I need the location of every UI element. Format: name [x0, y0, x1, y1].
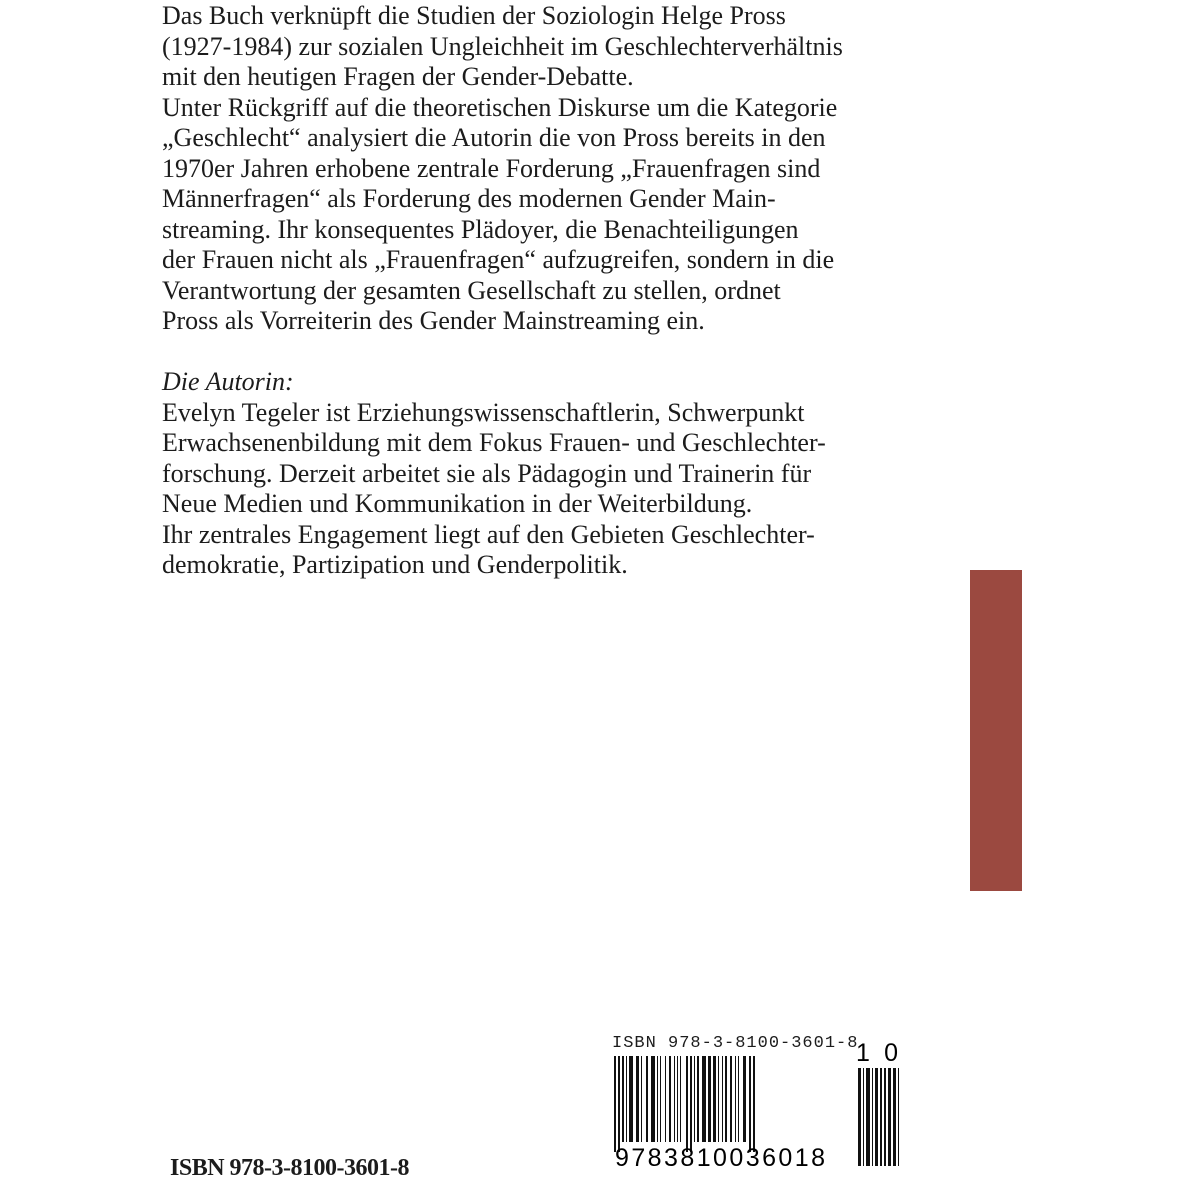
author-line: Erwachsenenbildung mit dem Fokus Frauen- und Geschlechter- — [162, 428, 826, 457]
barcode-bar — [694, 1056, 695, 1142]
blurb-line: „Geschlecht“ analysiert die Autorin die von Pross bereits in den — [162, 123, 826, 152]
barcode-bar — [614, 1056, 616, 1152]
barcode-bar — [749, 1056, 751, 1152]
barcode-isbn-label: ISBN 978-3-8100-3601-8 — [612, 1034, 859, 1053]
author-line: Ihr zentrales Engagement liegt auf den Gebieten Geschlechter- — [162, 519, 815, 549]
blurb-line: der Frauen nicht als „Frauenfragen“ aufzugreifen, sondern in die — [162, 245, 835, 274]
blurb-line: Unter Rückgriff auf die theoretischen Diskurse um die Kategorie — [162, 92, 838, 122]
barcode-bar — [680, 1056, 681, 1142]
barcode-bar — [743, 1056, 746, 1142]
isbn-barcode — [600, 1032, 920, 1172]
blurb-text — [162, 1, 952, 337]
barcode-bar — [738, 1056, 739, 1142]
barcode-bar — [725, 1056, 727, 1142]
barcode-main-digits: 9783810036018 — [615, 1144, 825, 1172]
barcode-bar — [660, 1056, 661, 1142]
blurb-line: Verantwortung der gesamten Gesellschaft zu stellen, ordnet — [162, 275, 781, 305]
author-line: Evelyn Tegeler ist Erziehungswissenschaftlerin, Schwerpunkt — [162, 397, 805, 427]
barcode-bar — [702, 1056, 706, 1142]
barcode-bar — [735, 1056, 736, 1142]
barcode-bar — [622, 1056, 624, 1142]
barcode-bar — [626, 1056, 627, 1142]
barcode-bar — [677, 1056, 678, 1142]
barcode-bar — [713, 1056, 716, 1142]
blurb-line: mit den heutigen Fragen der Gender-Debatte. — [162, 62, 634, 91]
barcode-bar — [888, 1068, 891, 1166]
author-bio — [162, 367, 952, 581]
barcode-addon-bars — [858, 1068, 899, 1166]
barcode-bar — [875, 1068, 878, 1166]
blurb-line: streaming. Ihr konsequentes Plädoyer, die Benachteiligungen — [162, 214, 799, 244]
barcode-main-bars — [614, 1056, 755, 1152]
barcode-bar — [753, 1056, 755, 1152]
author-line: demokratie, Partizipation und Genderpolitik. — [162, 550, 628, 579]
blurb-line: Das Buch verknüpft die Studien der Soziologin Helge Pross — [162, 1, 786, 30]
barcode-bar — [863, 1068, 864, 1166]
blurb-line: Pross als Vorreiterin des Gender Mainstreaming ein. — [162, 306, 705, 335]
barcode-bar — [641, 1056, 642, 1142]
barcode-bar — [866, 1068, 870, 1166]
accent-color-bar — [970, 570, 1022, 891]
barcode-bar — [858, 1068, 861, 1166]
barcode-bar — [718, 1056, 719, 1142]
barcode-bar — [636, 1056, 639, 1142]
author-line: Neue Medien und Kommunikation in der Weiterbildung. — [162, 489, 753, 518]
barcode-bar — [618, 1056, 620, 1152]
barcode-bar — [690, 1056, 692, 1152]
barcode-bar — [872, 1068, 873, 1166]
barcode-bar — [880, 1068, 882, 1166]
isbn-footer: ISBN 978-3-8100-3601-8 — [170, 1155, 409, 1181]
barcode-bar — [893, 1068, 896, 1166]
barcode-bar — [669, 1056, 671, 1142]
barcode-bar — [730, 1056, 732, 1142]
barcode-bar — [674, 1056, 675, 1142]
blurb-line: (1927-1984) zur sozialen Ungleichheit im Geschlechterverhältnis — [162, 31, 843, 61]
barcode-bar — [884, 1068, 886, 1166]
blurb-line: 1970er Jahren erhobene zentrale Forderung „Frauenfragen sind — [162, 153, 821, 183]
author-heading: Die Autorin: — [162, 367, 294, 396]
barcode-bar — [686, 1056, 688, 1152]
barcode-bar — [657, 1056, 658, 1142]
barcode-bar — [697, 1056, 699, 1142]
barcode-addon-digits: 10 — [856, 1039, 898, 1067]
author-line: forschung. Derzeit arbeitet sie als Pädagogin und Trainerin für — [162, 458, 812, 488]
barcode-bar — [722, 1056, 723, 1142]
barcode-bar — [708, 1056, 711, 1142]
barcode-bar — [665, 1056, 666, 1142]
blurb-line: Männerfragen“ als Forderung des modernen Gender Main- — [162, 184, 776, 213]
barcode-bar — [629, 1056, 633, 1142]
barcode-bar — [646, 1056, 648, 1142]
barcode-bar — [898, 1068, 899, 1166]
barcode-bar — [651, 1056, 655, 1142]
